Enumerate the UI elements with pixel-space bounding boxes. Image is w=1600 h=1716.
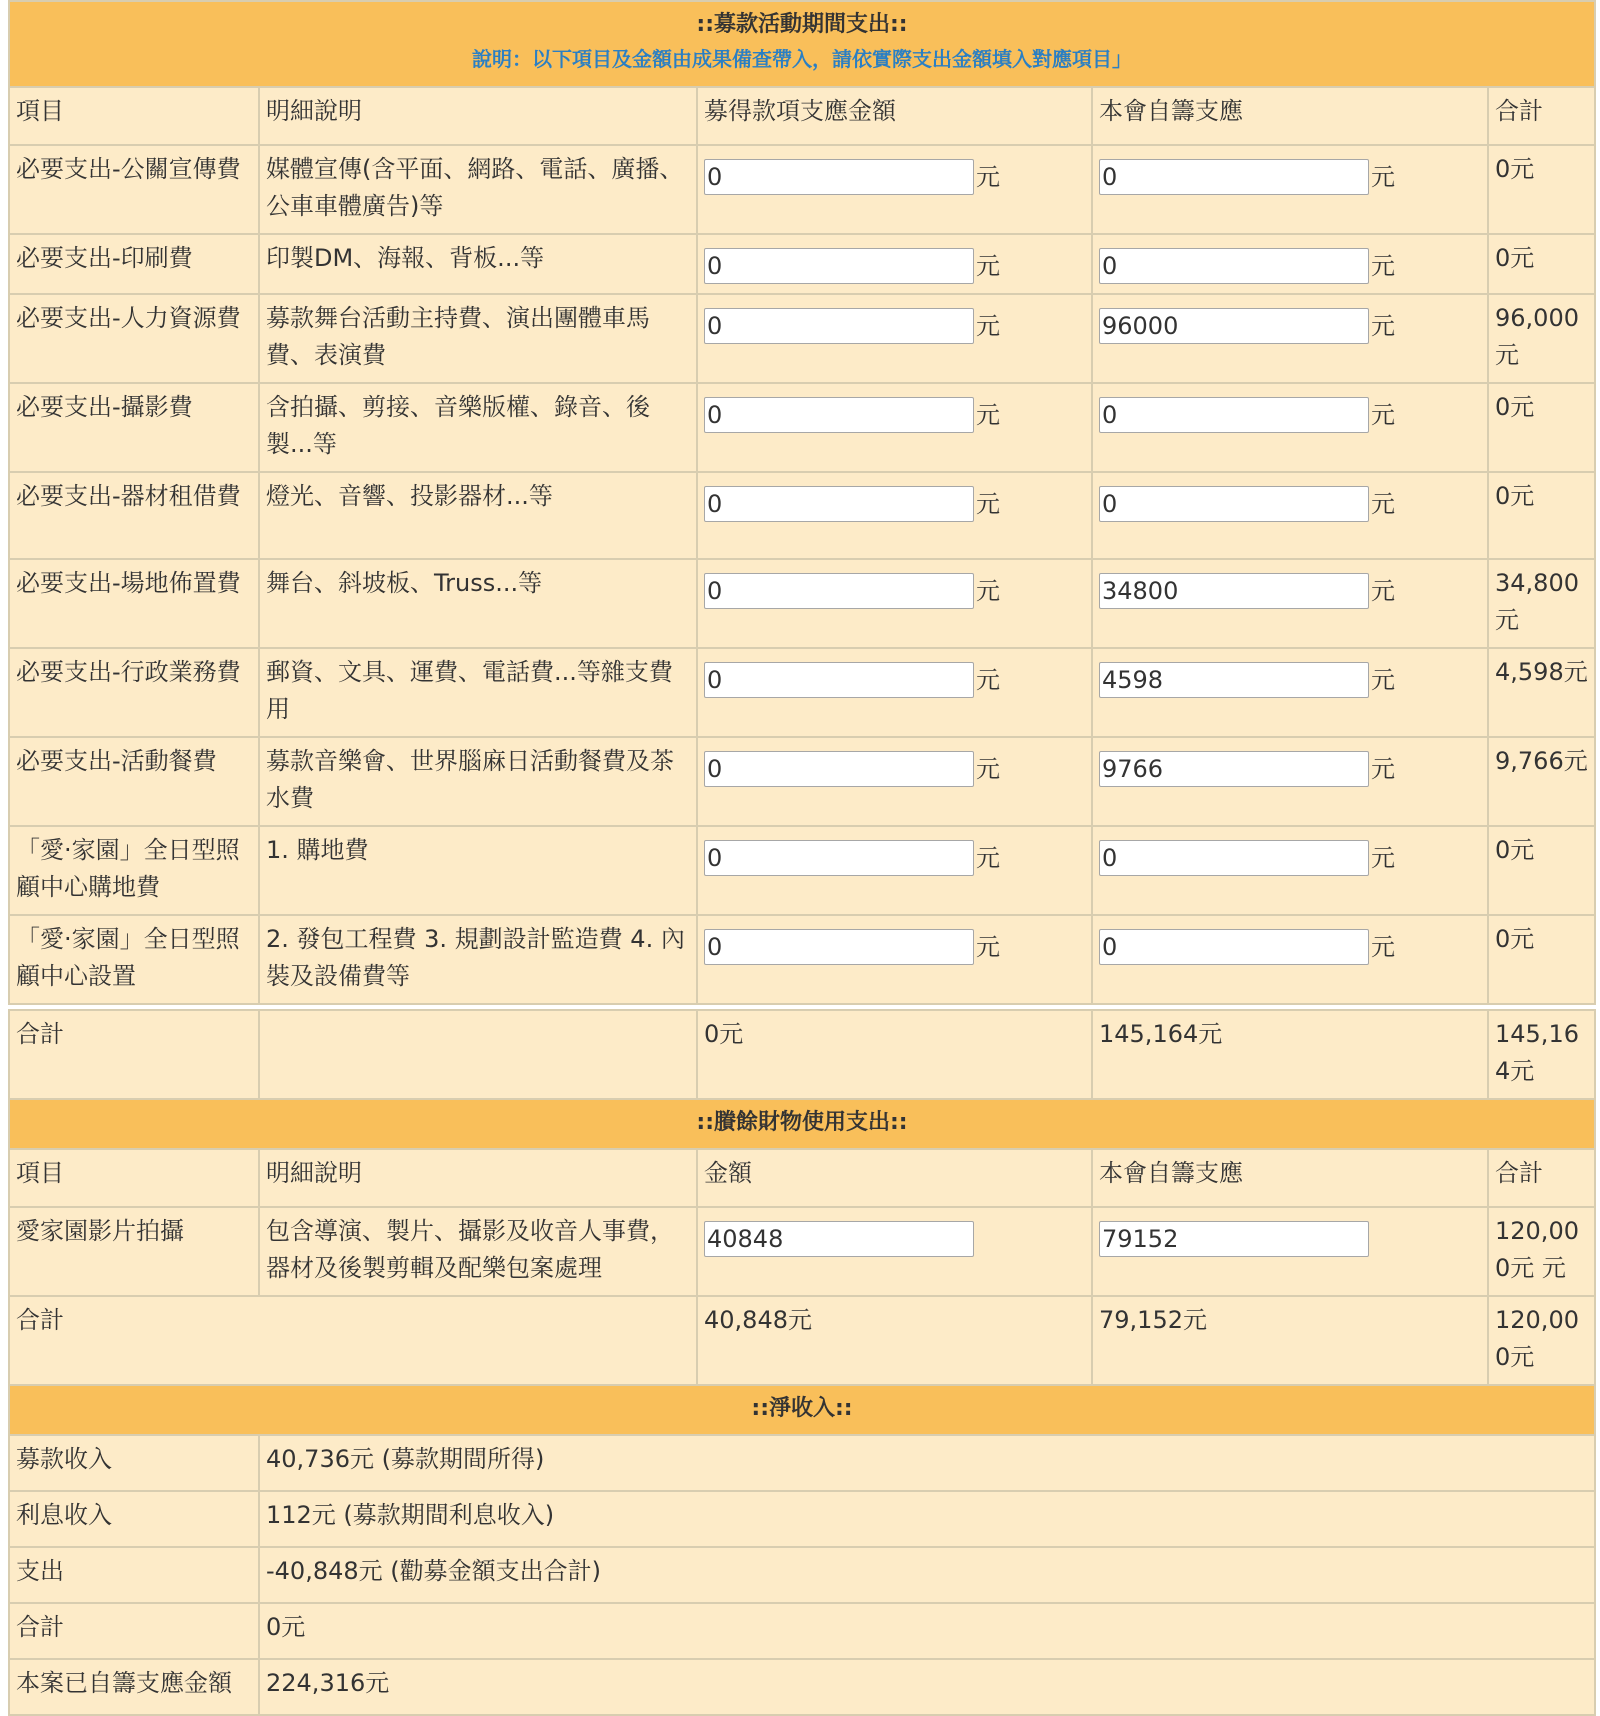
row-raised-cell: [697, 294, 1092, 383]
section1-rows: [9, 145, 1595, 1004]
row-item: 「愛·家園」全日型照顧中心設置: [9, 915, 259, 1004]
row-item: 必要支出-場地佈置費: [9, 559, 259, 648]
row-raised-cell: [697, 737, 1092, 826]
sum-total: 145,164元: [1488, 1010, 1595, 1099]
self-funded-input[interactable]: [1099, 486, 1369, 522]
row-item: 必要支出-器材租借費: [9, 472, 259, 559]
sum-amount: 40,848元: [697, 1296, 1092, 1385]
sum-total: 120,000元: [1488, 1296, 1595, 1385]
unit-label: 元: [1371, 401, 1395, 429]
sum-self: 79,152元: [1092, 1296, 1488, 1385]
col-header-total: 合計: [1488, 87, 1595, 145]
unit-label: 元: [1371, 577, 1395, 605]
section1-note: 說明：以下項目及金額由成果備查帶入，請依實際支出金額填入對應項目」: [472, 47, 1132, 71]
net-income-value: 112元 (募款期間利息收入): [259, 1491, 1595, 1547]
raised-amount-input[interactable]: [704, 486, 974, 522]
table-row: [9, 915, 1595, 1004]
col-header-item: 項目: [9, 87, 259, 145]
col-header-item: 項目: [9, 1149, 259, 1207]
row-total: 0元: [1488, 915, 1595, 1004]
net-income-value: -40,848元 (勸募金額支出合計): [259, 1547, 1595, 1603]
unit-label: 元: [1371, 312, 1395, 340]
col-header-amount: 金額: [697, 1149, 1092, 1207]
net-income-row: [9, 1659, 1595, 1715]
row-self-cell: [1092, 826, 1488, 915]
row-total: 0元: [1488, 826, 1595, 915]
row-detail: 郵資、文具、運費、電話費...等雜支費用: [259, 648, 697, 737]
net-income-label: 募款收入: [9, 1435, 259, 1491]
col-header-detail: 明細說明: [259, 87, 697, 145]
self-funded-input[interactable]: [1099, 840, 1369, 876]
net-income-label: 本案已自籌支應金額: [9, 1659, 259, 1715]
row-amount-cell: [697, 1207, 1092, 1296]
row-raised-cell: [697, 915, 1092, 1004]
net-income-row: [9, 1491, 1595, 1547]
row-item: 必要支出-公關宣傳費: [9, 145, 259, 234]
unit-label: 元: [976, 933, 1000, 961]
table-row: [9, 559, 1595, 648]
unit-label: 元: [976, 666, 1000, 694]
row-raised-cell: [697, 648, 1092, 737]
unit-label: 元: [1371, 163, 1395, 191]
table-row: [9, 145, 1595, 234]
section1-header: [9, 1, 1595, 87]
self-funded-input[interactable]: [1099, 308, 1369, 344]
raised-amount-input[interactable]: [704, 248, 974, 284]
table-row: [9, 234, 1595, 294]
row-detail: 印製DM、海報、背板...等: [259, 234, 697, 294]
section2-header: [9, 1099, 1595, 1149]
row-detail: 燈光、音響、投影器材...等: [259, 472, 697, 559]
expense-report: [8, 0, 1594, 1716]
row-detail: 募款音樂會、世界腦麻日活動餐費及茶水費: [259, 737, 697, 826]
sum-detail: [259, 1010, 697, 1099]
unit-label: 元: [976, 844, 1000, 872]
table-row: [9, 648, 1595, 737]
net-income-label: 支出: [9, 1547, 259, 1603]
row-total: 0元: [1488, 472, 1595, 559]
row-total: 0元: [1488, 145, 1595, 234]
unit-label: 元: [1371, 755, 1395, 783]
row-raised-cell: [697, 826, 1092, 915]
row-raised-cell: [697, 145, 1092, 234]
table-row: [9, 826, 1595, 915]
col-header-detail: 明細說明: [259, 1149, 697, 1207]
row-raised-cell: [697, 383, 1092, 472]
row-total: 34,800元: [1488, 559, 1595, 648]
row-item: 必要支出-行政業務費: [9, 648, 259, 737]
row-detail: 包含導演、製片、攝影及收音人事費，器材及後製剪輯及配樂包案處理: [259, 1207, 697, 1296]
row-self-cell: [1092, 1207, 1488, 1296]
sum-label: 合計: [9, 1010, 259, 1099]
col-header-self: 本會自籌支應: [1092, 87, 1488, 145]
table-row: [9, 737, 1595, 826]
sum-raised: 0元: [697, 1010, 1092, 1099]
unit-label: 元: [1371, 844, 1395, 872]
row-self-cell: [1092, 234, 1488, 294]
section3-rows: [9, 1435, 1595, 1715]
unit-label: 元: [976, 401, 1000, 429]
row-detail: 含拍攝、剪接、音樂版權、錄音、後製...等: [259, 383, 697, 472]
unit-label: 元: [976, 490, 1000, 518]
amount-input[interactable]: [704, 1221, 974, 1257]
self-funded-input[interactable]: [1099, 248, 1369, 284]
row-item: 必要支出-活動餐費: [9, 737, 259, 826]
row-self-cell: [1092, 648, 1488, 737]
row-raised-cell: [697, 234, 1092, 294]
self-funded-input[interactable]: [1099, 662, 1369, 698]
row-item: 必要支出-印刷費: [9, 234, 259, 294]
row-self-cell: [1092, 559, 1488, 648]
row-detail: 1. 購地費: [259, 826, 697, 915]
unit-label: 元: [976, 312, 1000, 340]
raised-amount-input[interactable]: [704, 573, 974, 609]
row-total: 96,000元: [1488, 294, 1595, 383]
unit-label: 元: [976, 163, 1000, 191]
raised-amount-input[interactable]: [704, 397, 974, 433]
net-income-row: [9, 1435, 1595, 1491]
section2-row: [9, 1207, 1595, 1296]
table-row: [9, 294, 1595, 383]
table-row: [9, 383, 1595, 472]
unit-label: 元: [976, 755, 1000, 783]
net-income-label: 合計: [9, 1603, 259, 1659]
self-funded-input[interactable]: [1099, 573, 1369, 609]
row-detail: 募款舞台活動主持費、演出團體車馬費、表演費: [259, 294, 697, 383]
col-header-raised: 募得款項支應金額: [697, 87, 1092, 145]
section3-title: ::淨收入::: [751, 1396, 853, 1421]
self-funded-input[interactable]: [1099, 929, 1369, 965]
row-self-cell: [1092, 915, 1488, 1004]
row-item: 愛家園影片拍攝: [9, 1207, 259, 1296]
self-funded-input[interactable]: [1099, 397, 1369, 433]
row-item: 必要支出-攝影費: [9, 383, 259, 472]
col-header-self: 本會自籌支應: [1092, 1149, 1488, 1207]
row-self-cell: [1092, 472, 1488, 559]
raised-amount-input[interactable]: [704, 840, 974, 876]
unit-label: 元: [1371, 252, 1395, 280]
row-raised-cell: [697, 559, 1092, 648]
col-header-total: 合計: [1488, 1149, 1595, 1207]
row-self-cell: [1092, 294, 1488, 383]
net-income-value: 0元: [259, 1603, 1595, 1659]
section1-sum-row: [9, 1010, 1595, 1099]
row-self-cell: [1092, 145, 1488, 234]
self-funded-input[interactable]: [1099, 1221, 1369, 1257]
section1-title: ::募款活動期間支出::: [696, 12, 908, 37]
unit-label: 元: [976, 577, 1000, 605]
sum-self: 145,164元: [1092, 1010, 1488, 1099]
self-funded-input[interactable]: [1099, 159, 1369, 195]
net-income-label: 利息收入: [9, 1491, 259, 1547]
row-item: 必要支出-人力資源費: [9, 294, 259, 383]
row-detail: 媒體宣傳(含平面、網路、電話、廣播、公車車體廣告)等: [259, 145, 697, 234]
row-item: 「愛·家園」全日型照顧中心購地費: [9, 826, 259, 915]
row-total: 0元: [1488, 383, 1595, 472]
net-income-row: [9, 1603, 1595, 1659]
unit-label: 元: [976, 252, 1000, 280]
raised-amount-input[interactable]: [704, 662, 974, 698]
row-detail: 舞台、斜坡板、Truss...等: [259, 559, 697, 648]
section1-column-headers: [9, 87, 1595, 145]
section2-sum-row: [9, 1296, 1595, 1385]
row-raised-cell: [697, 472, 1092, 559]
unit-label: 元: [1371, 666, 1395, 694]
sum-label: 合計: [9, 1296, 697, 1385]
row-self-cell: [1092, 383, 1488, 472]
net-income-value: 224,316元: [259, 1659, 1595, 1715]
net-income-value: 40,736元 (募款期間所得): [259, 1435, 1595, 1491]
section3-header: [9, 1385, 1595, 1435]
table-row: [9, 472, 1595, 559]
net-income-row: [9, 1547, 1595, 1603]
raised-amount-input[interactable]: [704, 929, 974, 965]
expense-table: [8, 0, 1596, 1716]
row-total: 4,598元: [1488, 648, 1595, 737]
unit-label: 元: [1371, 933, 1395, 961]
row-total: 9,766元: [1488, 737, 1595, 826]
unit-label: 元: [1371, 490, 1395, 518]
self-funded-input[interactable]: [1099, 751, 1369, 787]
raised-amount-input[interactable]: [704, 159, 974, 195]
row-self-cell: [1092, 737, 1488, 826]
row-total: 120,000元 元: [1488, 1207, 1595, 1296]
raised-amount-input[interactable]: [704, 308, 974, 344]
raised-amount-input[interactable]: [704, 751, 974, 787]
section2-column-headers: [9, 1149, 1595, 1207]
row-total: 0元: [1488, 234, 1595, 294]
section2-title: ::賸餘財物使用支出::: [696, 1110, 908, 1135]
row-detail: 2. 發包工程費 3. 規劃設計監造費 4. 內裝及設備費等: [259, 915, 697, 1004]
